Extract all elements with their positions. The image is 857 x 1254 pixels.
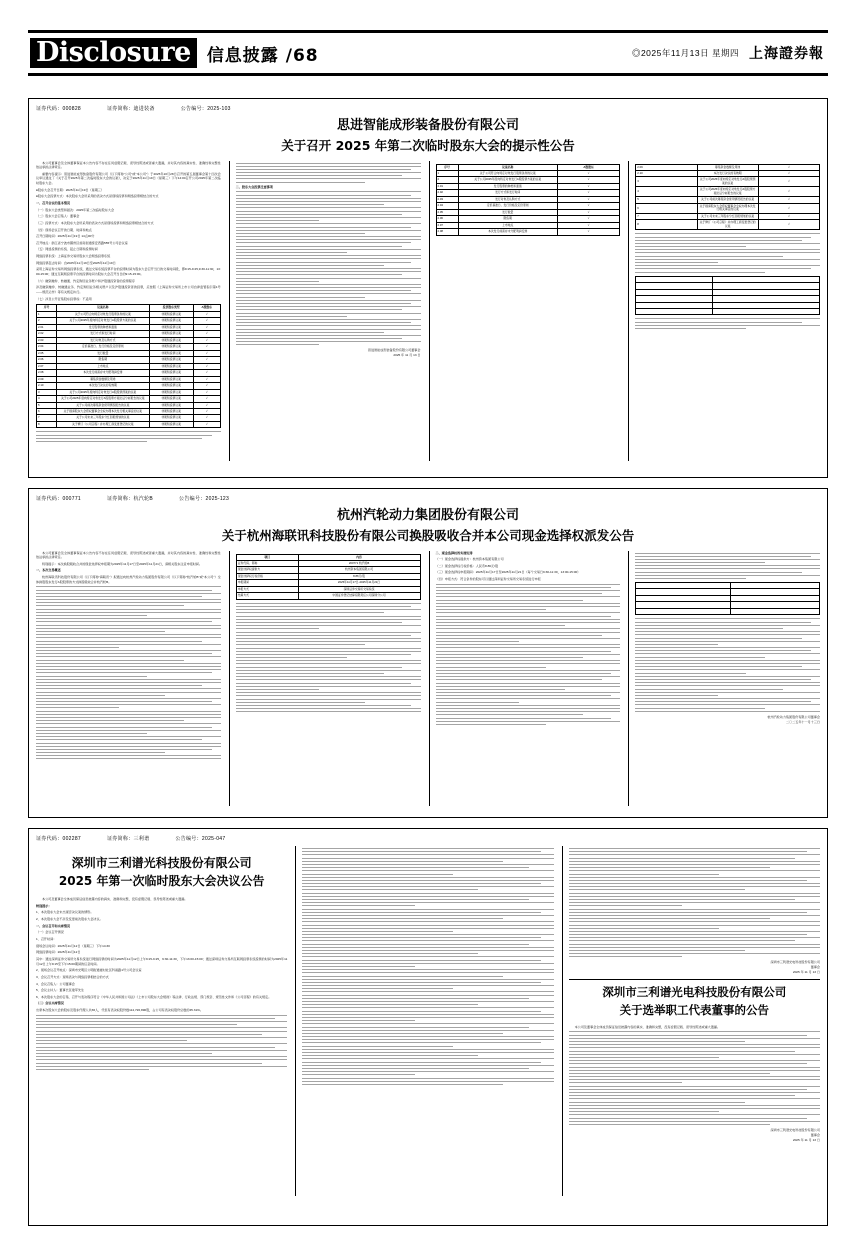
table-cell: 非累积投票议案 [149,396,193,402]
article2-p5: （二）现金选择权行权价格：人民币8.86元/股 [435,563,499,568]
article3-sub-disclaimer: 本公司及董事会全体成员保证信息披露内容的真实、准确和完整，没有虚假记载、误导性陈述或重大遗漏。 [574,1024,721,1029]
article1-proposal-table [36,304,221,428]
article3-title-line1: 深圳市三利谱光科技股份有限公司 [71,856,252,870]
table-cell: √ [557,222,619,228]
table-cell: √ [557,177,619,183]
table-cell: 2 [436,177,458,183]
table-cell: 2.06 [436,216,458,222]
table-cell: 2.02 [37,331,57,337]
article3-p10: 3、会议召开方式：现场表决与网络投票相结合的方式 [36,974,109,979]
article3-divider [569,979,820,980]
table-cell: √ [758,187,819,197]
table-cell: √ [557,216,619,222]
article1-p7: （四）现场会议召开的日期、时间和地点 [36,227,92,232]
table-cell: 2.06 [37,357,57,363]
table-cell: 发行数量 [57,350,150,356]
article-sijin-notice [28,98,828,478]
table-cell: 2.04 [436,203,458,209]
article1-attendee-body [636,276,820,315]
table-row [436,229,620,235]
table-cell: 限售期 [458,216,557,222]
article3-sub-title-line1: 深圳市三利谱光电科技股份有限公司 [602,985,787,1000]
table-cell: 2.08 [37,370,57,376]
table-row [37,421,221,427]
table-cell: 非累积投票议案 [149,357,193,363]
table-cell: 2 [37,318,57,324]
article1-p10: （五）网络投票的系统、起止日期和投票时间 [36,247,98,252]
article3-sig-date-b: 2025 年 11 月 13 日 [792,1137,820,1142]
table-cell: 2.05 [37,350,57,356]
table-cell: 发行股票的种类和面值 [458,183,557,189]
table-row [636,220,820,230]
article2-p3: 二、现金选择权的实施安排 [435,550,473,555]
table-cell: √ [758,197,819,203]
article1-c3-th-1: 议案名称 [458,164,557,170]
table-cell: √ [557,190,619,196]
table-cell: 非累积投票议案 [149,421,193,427]
table-cell: 关于公司前次募集资金使用情况报告的议案 [697,197,758,203]
article2-sig-org: 杭州汽轮动力集团股份有限公司董事会 [767,714,820,719]
article1-p15: 涉及融资融券、转融通业务、约定购回业务相关账户以及沪股通投资者的投票，应按照《上海证券交易所上市公司自律监管指引第1号——规范运作》等有关规定执行。 [36,285,221,294]
article3-p11: 4、会议召集人：公司董事会 [36,981,75,986]
table-cell: 6 [37,408,57,414]
table-cell: √ [193,370,220,376]
table-cell: √ [758,170,819,176]
article2-summary-table [236,554,421,600]
article3-p3: 一、会议召开和出席情况 [36,923,71,928]
article3-p8: 其中：通过深圳证券交易所交易系统进行网络投票的时间为2025年11月12日上午9:15-9:25，9:30-11:30，下午13:00-15:00；通过深圳证券交易所互联网投票系统投票的时间为2025年11月12日上午9:15至下午15:00期间的任意时间。 [36,956,288,966]
table-cell: √ [758,220,819,230]
article1-p3: 一、召开会议的基本情况 [36,200,71,205]
article3-p5: 1、召开时间： [36,937,57,942]
table-cell: √ [557,229,619,235]
table-cell: 非累积投票议案 [149,389,193,395]
table-row [636,203,820,213]
table-cell: 非累积投票议案 [149,344,193,350]
table-cell: 上市地点 [458,222,557,228]
table-cell: 现金选择权提供方 [236,567,298,573]
table-cell: 关于公司2025年度向特定对象发行A股股票方案的议案 [458,177,557,183]
masthead-date: ◎2025年11月13日 星期四 [631,48,739,58]
article1-codes [36,105,820,112]
table-cell: 关于公司未来三年股东分红回报规划的议案 [697,213,758,219]
table-cell: √ [193,337,220,343]
table-cell: 非累积投票议案 [149,324,193,330]
table-row [636,308,820,314]
table-cell: 2.04 [37,344,57,350]
article3-p1: 1、本次股东大会未出现否决议案的情形。 [36,910,94,915]
table-cell: √ [193,376,220,382]
article2-title-line1: 杭州汽轮动力集团股份有限公司 [336,508,519,523]
article1-vote-table [436,164,621,236]
table-cell: 定价基准日、发行价格及定价原则 [458,203,557,209]
table-cell: 1 [436,170,458,176]
table-cell: √ [193,357,220,363]
article2-title-line2: 关于杭州海联讯科技股份有限公司换股吸收合并本公司现金选择权派发公告 [221,527,635,543]
table-cell: 关于公司2025年度向特定对象发行A股股票预案的议案 [57,389,150,395]
article2-code-0: 证券代码：000771 [36,496,81,502]
article3-title-line2: 2025 年第一次临时股东大会决议公告 [58,874,265,888]
table-cell: 上市地点 [57,363,150,369]
article1-disclaimer: 本公司董事会及全体董事保证本公告内容不存在任何虚假记载、误导性陈述或者重大遗漏，并对其内容的真实性、准确性和完整性依法承担法律责任。 [36,160,221,170]
table-cell: √ [758,177,819,187]
table-cell: 关于公司2025年度向特定对象发行A股股票方案论证分析报告的议案 [697,187,758,197]
article1-p6: （三）投票方式：本次股东大会所采用的表决方式是现场投票和网络投票相结合的方式 [36,220,154,225]
table-cell: √ [557,203,619,209]
article3-sig-org-a: 深圳市三利谱光电科技股份有限公司 [770,960,820,965]
article1-right-heading: 二、股东大会投票注意事项 [235,184,273,189]
article3-p7: 网络投票时间：2025年11月12日 [36,950,81,955]
table-cell: 关于公司未来三年股东分红回报规划的议案 [57,415,150,421]
article3-col1-filler [36,1015,287,1070]
article2-detail-table [635,582,820,615]
table-cell: 限售期 [57,357,150,363]
table-cell: 深圳证券交易所交易系统 [298,586,420,592]
article1-vote-table-cont-body [636,164,820,230]
article2-p2: 杭州海联讯科技股份有限公司（以下简称"海联讯"）拟通过向杭州汽轮动力集团股份有限公司（以下简称"杭汽轮B"或"本公司"）全体换股股东发行A股股票的方式换股吸收合并杭汽轮B。 [36,575,221,584]
article3-codes [36,835,820,842]
masthead-logo: Disclosure [30,38,197,68]
article3-p6: 现场会议时间：2025年11月12日（星期三）下午14:30 [36,943,110,948]
table-cell: 8 [37,421,57,427]
table-cell: 2.01 [37,324,57,330]
table-cell: 非累积投票议案 [149,383,193,389]
article3-col-1 [36,846,287,1196]
article1-p16: （七）涉及公开征集股东投票权：不适用 [36,296,92,301]
table-cell: 本次发行决议的有效期 [57,383,150,389]
table-cell: 8 [636,220,697,230]
article1-col2-filler-a [236,163,421,183]
article2-table-body [236,560,420,599]
table-cell: √ [193,363,220,369]
table-cell: 2.07 [436,222,458,228]
table-cell: 8.86元/股 [298,573,420,579]
article3-p12: 5、会议主持人：董事长张建军先生 [36,988,85,993]
article1-code-0: 证券代码：000828 [36,106,81,112]
table-cell: 2.10 [636,170,697,176]
table-cell: 发行股票的种类和面值 [57,324,150,330]
article1-signature [236,348,421,358]
article2-col3-filler [436,584,621,725]
article1-vote-table-cont [635,164,820,231]
table-cell: 关于公司前次募集资金使用情况报告的议案 [57,402,150,408]
table-cell: 募集资金数额及用途 [697,164,758,170]
table-cell: √ [758,203,819,213]
table-cell: √ [193,344,220,350]
article1-p0: 重要内容提示：思进智能成形装备股份有限公司（以下简称"公司"或"本公司"）于2025年10月28日召开的第五届董事会第十四次会议审议通过了《关于召开2025年第二次临时股东大会的议案》，决定于2025年11月19日（星期三）下午14:00召开公司2025年第二次临时股东大会。 [36,171,221,186]
table-cell: 4 [636,187,697,197]
table-cell: 5 [37,402,57,408]
table-cell: 2.03 [37,337,57,343]
table-cell: 4 [37,396,57,402]
article3-sig-org-b: 深圳市三利谱光电科技股份有限公司 [770,1127,820,1132]
article1-col2-filler-b [236,191,421,345]
table-cell: 非累积投票议案 [149,363,193,369]
table-cell: 发行对象及认购方式 [458,196,557,202]
article2-th-1: 内容 [298,554,420,560]
article2-p0: 特别提示：本次换股吸收合并的现金选择权申报期为2025年11月17日至2025年11月21日，请相关股东注意申报时间。 [42,561,203,566]
table-row [236,593,420,599]
article2-p6: （三）现金选择权申报期间：2025年11月17日至2025年11月21日（每个交易日9:30-11:30，13:00-15:00） [435,570,581,575]
table-cell: 1 [37,311,57,317]
table-cell: 3 [636,177,697,187]
article2-col-4 [628,551,820,806]
article1-p8: 召开日期时间：2025年11月19日 14点00分 [36,234,95,239]
table-cell: 3 [37,389,57,395]
table-cell: √ [193,396,220,402]
article1-p13: 采用上海证券交易所网络投票系统，通过交易系统投票平台的投票时间为股东大会召开当日的交易时间段，即9:15-9:25,9:30-11:30，13:00-15:00；通过互联网投票平台的投票时间为股东大会召开当日的9:15-15:00。 [36,267,221,277]
article1-th-0: 序号 [37,305,57,311]
article1-title-line1: 思进智能成形装备股份有限公司 [336,118,519,133]
table-cell: 2.09 [636,164,697,170]
article3-signature-b [569,1128,820,1143]
table-cell: √ [557,183,619,189]
table-cell: 非累积投票议案 [149,402,193,408]
table-cell: 非累积投票议案 [149,331,193,337]
table-cell: 募集资金数额及用途 [57,376,150,382]
masthead-paper-name: 上海證券報 [749,46,824,62]
article3-code-1: 证券简称：三利谱 [107,836,150,842]
table-cell: 关于修订《公司章程》并办理工商变更登记的议案 [697,220,758,230]
table-cell: 非累积投票议案 [149,376,193,382]
table-cell: 非累积投票议案 [149,408,193,414]
article2-p1: 一、本次交易概述 [36,568,61,573]
table-cell: √ [193,389,220,395]
article3-disclaimer: 本公司及董事会全体成员保证信息披露内容的真实、准确和完整，没有虚假记载、误导性陈述或重大遗漏。 [42,897,188,902]
table-cell: 证券代码、简称 [236,560,298,566]
table-cell: 发行数量 [458,209,557,215]
article1-col1-filler [36,431,221,442]
article2-sig-date: 二〇二五年十一月十三日 [785,719,820,724]
article3-col3-filler-b [569,1031,820,1124]
article3-sig-board-a: 董事会 [810,965,820,970]
article1-vote-table-body [436,170,620,235]
table-cell: 6 [636,203,697,213]
table-cell: 发行对象及认购方式 [57,337,150,343]
article2-p4: （一）现金选择权提供方：杭州资本集团有限公司 [435,557,504,562]
table-cell: √ [193,408,220,414]
article2-detail-body [636,583,820,615]
article1-c3-th-3: A股股东 [557,164,619,170]
table-cell: √ [193,311,220,317]
table-cell: 关于修订《公司章程》并办理工商变更登记的议案 [57,421,150,427]
table-cell: √ [557,170,619,176]
table-cell: √ [758,213,819,219]
table-cell: 发行方式和发行时间 [57,331,150,337]
table-cell: 非累积投票议案 [149,350,193,356]
table-cell: 2.02 [436,190,458,196]
table-cell: 2.05 [436,209,458,215]
table-cell: 2025年11月17日-2025年11月21日 [298,580,420,586]
article2-col-2 [229,551,421,806]
article1-p5: （二）股东大会召集人：董事会 [36,214,80,219]
table-cell: √ [758,164,819,170]
table-cell: √ [557,209,619,215]
table-cell: 关于公司符合向特定对象发行股票条件的议案 [57,311,150,317]
table-cell: 非累积投票议案 [149,337,193,343]
article3-p13: 6、本次股东大会的召集、召开与表决程序符合《中华人民共和国公司法》《上市公司股东大会规则》等法律、行政法规、部门规章、规范性文件和《公司章程》的有关规定。 [36,994,272,999]
table-cell: 2.08 [436,229,458,235]
table-cell: √ [193,318,220,324]
article1-c3-th-0: 序号 [436,164,458,170]
table-cell: 关于公司2025年度向特定对象发行A股股票方案论证分析报告的议案 [57,396,150,402]
article3-p2: 2、本次股东大会不涉及变更前次股东大会决议。 [36,917,103,922]
table-cell: 关于公司2025年度向特定对象发行A股股票方案的议案 [57,318,150,324]
article1-col-3 [429,161,621,461]
article3-sub-title-line2: 关于选举职工代表董事的公告 [619,1003,770,1018]
article2-code-1: 证券简称：杭汽轮B [107,496,154,502]
table-cell: 200771 杭汽轮B [298,560,420,566]
article1-th-3: A股股东 [193,305,220,311]
article1-code-1: 证券简称：迪进装备 [107,106,155,112]
article2-col-3 [429,551,621,806]
article1-title-line2: 关于召开 2025 年第二次临时股东大会的提示性公告 [281,137,575,153]
article2-col-1 [36,551,221,806]
table-cell: 关于公司2025年度向特定对象发行A股股票预案的议案 [697,177,758,187]
table-cell: √ [557,196,619,202]
article2-col4-filler-a [635,553,820,580]
table-cell: 申报方式 [236,586,298,592]
article1-p2: ●股东大会投票方式：本次股东大会所采用的表决方式是现场投票和网络投票相结合的方式 [36,194,159,199]
table-cell: 5 [636,197,697,203]
table-cell: 本次发行前滚存未分配利润安排 [57,370,150,376]
article2-col1-filler [36,586,221,759]
article-hangqilun-notice [28,488,828,818]
article-sanlipu-resolution [28,828,828,1226]
table-cell: 定价基准日、发行价格及定价原则 [57,344,150,350]
table-cell: √ [193,350,220,356]
table-cell: 关于提请股东大会授权董事会全权办理本次发行相关事宜的议案 [697,203,758,213]
table-cell: √ [193,421,220,427]
article1-sig-org: 思进智能成形装备股份有限公司董事会 [367,348,421,353]
table-cell: 2.01 [436,183,458,189]
table-cell: 2.07 [37,363,57,369]
article3-code-2: 公告编号：2025-047 [175,836,226,842]
table-cell: √ [193,402,220,408]
article1-th-1: 议案名称 [57,305,150,311]
article1-p9: 召开地点：浙江省宁波市鄞州区首南街道泰安西路555号公司会议室 [36,240,128,245]
article2-th-0: 项目 [236,554,298,560]
article3-sig-board-b: 董事会 [810,1132,820,1137]
article3-p0: 特别提示： [36,903,52,908]
article1-th-2: 投票股东类型 [149,305,193,311]
table-cell: 非累积投票议案 [149,318,193,324]
article2-signature [635,715,820,725]
table-cell: 杭州资本集团有限公司 [298,567,420,573]
article1-p12: 网络投票起止时间：自2025年11月19日至2025年11月19日 [36,260,116,265]
table-row [636,608,820,614]
article3-col-2 [295,846,553,1196]
table-cell: 本次发行决议的有效期 [697,170,758,176]
table-cell: 中国证券登记结算有限责任公司深圳分公司 [298,593,420,599]
article3-p14: （二）会议出席情况 [36,1001,64,1006]
article1-attendee-table [635,276,820,316]
article1-code-2: 公告编号：2025-103 [180,106,231,112]
table-row [636,187,820,197]
table-cell: 非累积投票议案 [149,311,193,317]
article1-p14: （六）融资融券、转融通、约定购回业务账户和沪股通投资者的投票程序 [36,278,135,283]
table-cell: 非累积投票议案 [149,415,193,421]
article2-p7: （四）申报方式：符合条件的股东可以通过深圳证券交易所交易系统进行申报 [435,577,541,582]
table-cell: 关于公司符合向特定对象发行股票条件的议案 [458,170,557,176]
article3-sig-date-a: 2025 年 11 月 13 日 [792,970,820,975]
article3-col3-filler-a [569,848,820,957]
article3-col-3 [562,846,820,1196]
table-cell: 结算方式 [236,593,298,599]
table-cell: 7 [636,213,697,219]
table-cell: 申报期间 [236,580,298,586]
table-cell: 本次发行前滚存未分配利润安排 [458,229,557,235]
article1-col4-filler [635,233,820,272]
article1-col4-filler-2 [635,318,820,329]
table-cell: 2.10 [37,383,57,389]
article1-col-1 [36,161,221,461]
article2-codes [36,495,820,502]
article1-col-2 [229,161,421,461]
article1-p11: 网络投票系统：上海证券交易所股东大会网络投票系统 [36,254,111,259]
table-cell: √ [193,415,220,421]
table-cell: √ [193,383,220,389]
article3-p4: （一）会议召开情况 [36,930,64,935]
article2-code-2: 公告编号：2025-123 [179,496,230,502]
table-cell: √ [193,331,220,337]
article2-disclaimer: 本公司董事会及全体董事保证本公告内容不存在任何虚假记载、误导性陈述或者重大遗漏，并对其内容的真实性、准确性和完整性依法承担法律责任。 [36,550,221,560]
table-cell: 关于提请股东大会授权董事会全权办理本次发行相关事宜的议案 [57,408,150,414]
article2-col2-filler [236,603,421,712]
table-cell: √ [193,324,220,330]
article3-col2-filler [302,848,553,1085]
article1-table-body [37,311,221,428]
masthead-section-title: 信息披露 /68 [206,45,319,66]
table-cell: 发行方式和发行时间 [458,190,557,196]
article3-p15: 出席本次股东大会的股东及股东代理人共36人，代表有表决权股份数114,726,890股，占公司有表决权股份总数的45.31%。 [36,1008,204,1013]
article1-p4: （一）股东大会类型和届次：2025年第二次临时股东大会 [36,207,115,212]
table-cell: 2.09 [37,376,57,382]
table-row [636,177,820,187]
article1-p1: ●股东大会召开日期：2025年11月19日（星期三） [36,187,104,192]
article3-signature-a [569,960,820,975]
article3-code-0: 证券代码：002287 [36,836,81,842]
article1-col-4 [628,161,820,461]
masthead [28,30,828,76]
table-cell: 2.03 [436,196,458,202]
table-cell: 7 [37,415,57,421]
article2-col4-filler-b [635,618,820,711]
article3-p9: 2、现场会议召开地点：深圳市光明区公明街道楼村社区科裕路1号公司会议室 [36,968,142,973]
table-cell: 非累积投票议案 [149,370,193,376]
table-cell: 现金选择权行权价格 [236,573,298,579]
article1-sig-date: 2025 年 11 月 13 日 [393,353,421,358]
